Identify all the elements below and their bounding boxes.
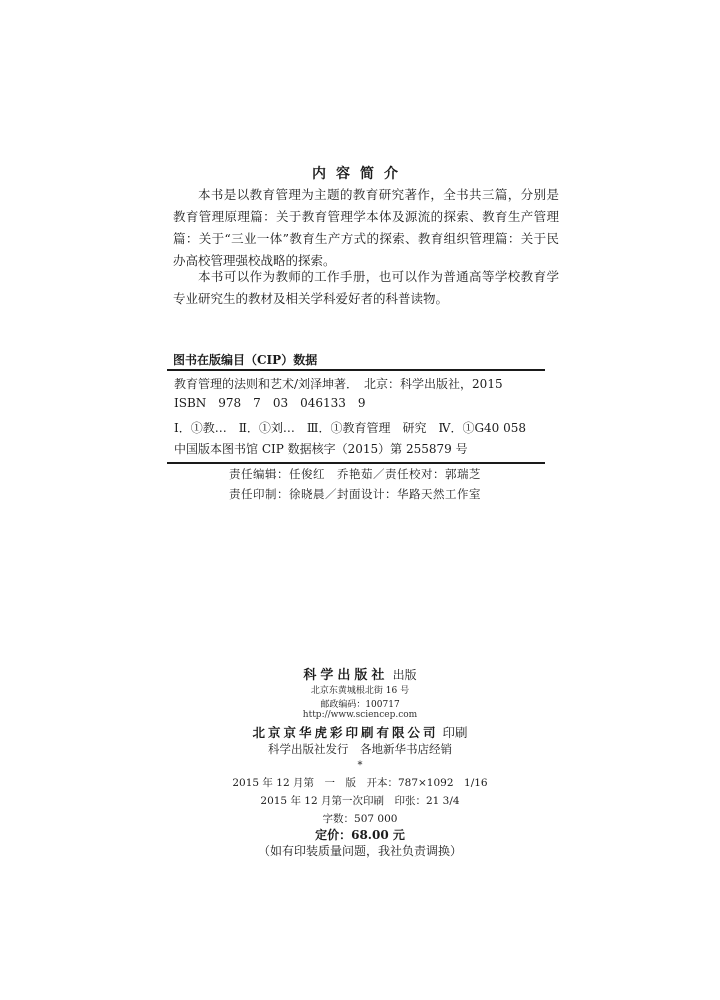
editor-credits: 责任编辑：任俊红 乔艳茹／责任校对：郭瑞芝 xyxy=(229,467,481,481)
publisher-address: 北京东黄城根北街 16 号 xyxy=(310,686,410,696)
separator-asterisk: * xyxy=(357,760,363,771)
publisher-postcode: 邮政编码：100717 xyxy=(320,700,400,710)
cip-classification-line: Ⅰ．①教… Ⅱ．①刘… Ⅲ．①教育管理 研究 Ⅳ．①G40 058 xyxy=(174,421,527,435)
cip-isbn-line: ISBN 978 7 03 046133 9 xyxy=(174,396,366,410)
production-credits: 责任印制：徐晓晨／封面设计：华路天然工作室 xyxy=(229,487,481,501)
cip-bottom-rule xyxy=(167,462,545,464)
publisher-website: http://www.sciencep.com xyxy=(302,710,418,720)
summary-paragraph-1: 本书是以教育管理为主题的教育研究著作，全书共三篇，分别是教育管理原理篇：关于教育管理学本体及源流的探索、教育生产管理篇：关于“三业一体”教育生产方式的探索、教育组织管理篇：关于民办高校管理强校战略的探索。 xyxy=(173,187,559,268)
printer-line xyxy=(0,723,720,741)
edition-line-2: 2015 年 12 月第一次印刷 印张：21 3/4 xyxy=(260,795,460,807)
cip-heading: 图书在版编目（CIP）数据 xyxy=(173,353,318,367)
cip-top-rule xyxy=(167,369,545,371)
printer-suffix: 印刷 xyxy=(442,725,468,740)
summary-paragraph-2: 本书可以作为教师的工作手册，也可以作为普通高等学校教育学专业研究生的教材及相关学科爱好者的科普读物。 xyxy=(173,269,559,306)
summary-title: 内容简介 xyxy=(312,166,408,182)
edition-line-1: 2015 年 12 月第 一 版 开本：787×1092 1/16 xyxy=(232,777,488,789)
word-count: 字数：507 000 xyxy=(322,813,398,825)
price: 定价：68.00 元 xyxy=(315,828,405,842)
publisher-line xyxy=(0,664,720,683)
distribution-line: 科学出版社发行 各地新华书店经销 xyxy=(268,742,452,756)
publisher-name: 科学出版社 xyxy=(303,668,389,683)
quality-notice: （如有印装质量问题，我社负责调换） xyxy=(257,844,462,858)
printer-name: 北京京华虎彩印刷有限公司 xyxy=(252,725,439,740)
publisher-suffix: 出版 xyxy=(392,668,417,682)
cip-title-line: 教育管理的法则和艺术/刘泽坤著． 北京：科学出版社，2015 xyxy=(174,377,503,391)
cip-record-number-line: 中国版本图书馆 CIP 数据核字（2015）第 255879 号 xyxy=(174,442,468,456)
